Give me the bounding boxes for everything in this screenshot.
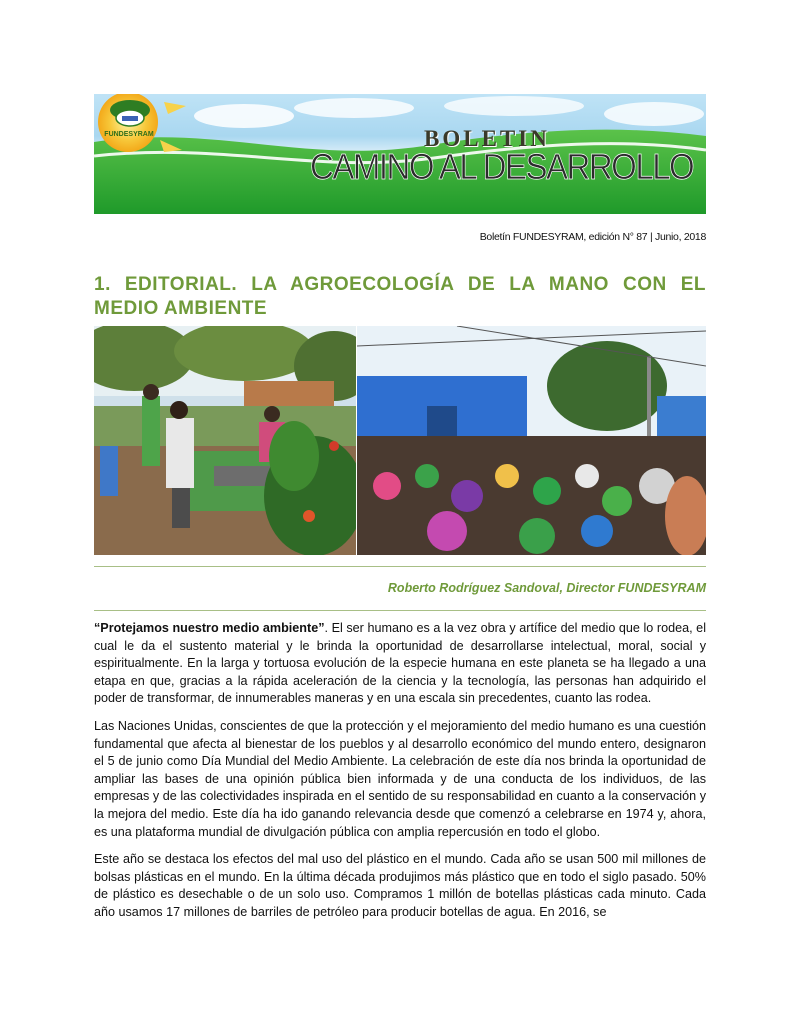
newsletter-banner <box>94 94 706 214</box>
article-title: 1. EDITORIAL. LA AGROECOLOGÍA DE LA MANO CON EL MEDIO AMBIENTE <box>94 274 706 319</box>
divider-top <box>94 566 706 567</box>
paragraph-1-text: . El ser humano es a la vez obra y artífice del medio que lo rodea, el cual le da el sustento material y le brinda la oportunidad de desarrollarse intelectual, moral, social y espiritualmente. En la larga y tortuosa evolución de la especie humana en este planeta se ha llegado a una etapa en que, gracias a la rápida aceleración de la ciencia y la tecnología, las personas han adquirido el poder de transformar, de innumerables maneras y en una escala sin precedentes, cuanto las rodea. <box>94 621 706 706</box>
paragraph-1 <box>94 620 706 708</box>
banner-title-line2: CAMINO AL DESARROLLO <box>310 146 694 187</box>
banner-title-line1: BOLETIN <box>424 126 550 151</box>
fundesyram-logo <box>96 96 162 152</box>
photo-environment-parade <box>357 326 706 555</box>
edition-line: Boletín FUNDESYRAM, edición N° 87 | Junio, 2018 <box>479 231 706 243</box>
paragraph-3: Este año se destaca los efectos del mal uso del plástico en el mundo. Cada año se usan 500 mil millones de bolsas plásticas en el mundo. En la última década produjimos más plástico que en todo el siglo pasado. 50% de plástico es desechable o de un solo uso. Compramos 1 millón de botellas plásticas cada minuto. Cada año usamos 17 millones de barriles de petróleo para producir botellas de agua. En 2016, se <box>94 852 706 919</box>
article-author: Roberto Rodríguez Sandoval, Director FUNDESYRAM <box>387 581 706 595</box>
divider-bottom <box>94 610 706 611</box>
logo-text: FUNDESYRAM <box>104 131 154 138</box>
paragraph-2: Las Naciones Unidas, conscientes de que la protección y el mejoramiento del medio humano es una cuestión fundamental que afecta al bienestar de los pueblos y al desarrollo económico del mundo entero, designaron el 5 de junio como Día Mundial del Medio Ambiente. La celebración de este día nos brinda la oportunidad de ampliar las bases de una opinión pública bien informada y de una conducta de los individuos, de las empresas y de las colectividades inspirada en el sentido de su responsabilidad en cuanto a la conservación y la mejora del medio. Este día ha ido ganando relevancia desde que comenzó a celebrarse en 1974 y, ahora, es una plataforma mundial de divulgación pública con amplia repercusión en todo el globo. <box>94 718 706 839</box>
lead-quote: “Protejamos nuestro medio ambiente” <box>94 621 325 635</box>
photo-plant-market <box>94 326 356 555</box>
article-body <box>94 620 706 932</box>
